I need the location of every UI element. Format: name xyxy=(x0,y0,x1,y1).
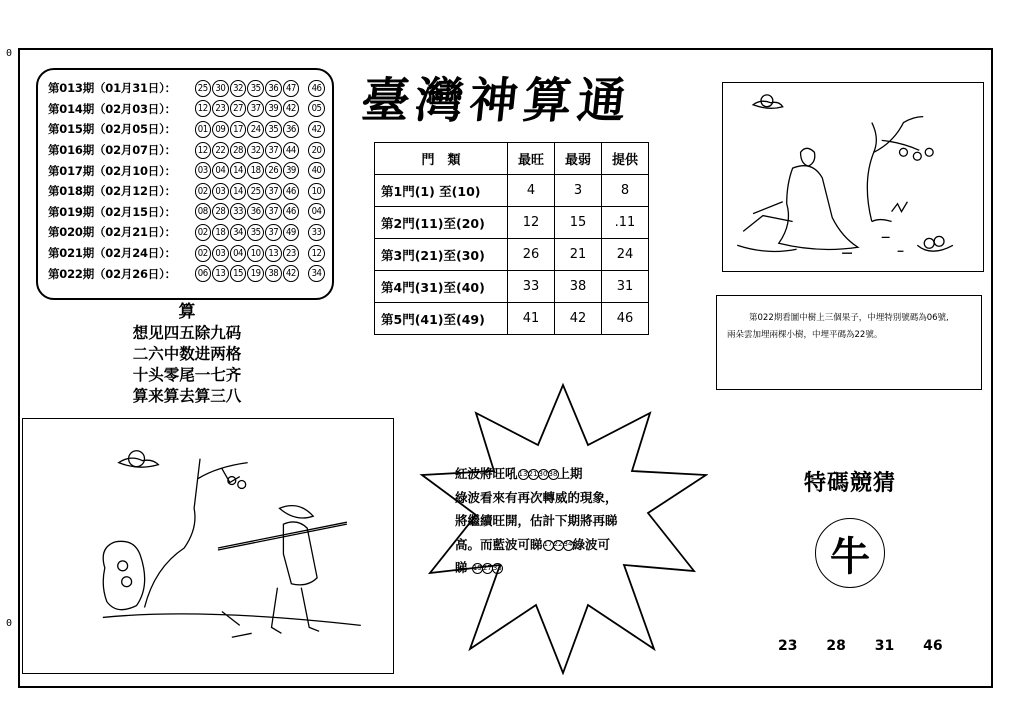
table-cell: 31 xyxy=(602,271,649,303)
final-numbers xyxy=(778,638,967,654)
number-ball: 10 xyxy=(247,245,263,262)
number-ball: 27 xyxy=(230,100,246,117)
table-cell: 21 xyxy=(555,239,602,271)
page-title: 臺灣神算通 xyxy=(358,73,635,129)
number-ball: 01 xyxy=(195,121,211,138)
col-header: 門 類 xyxy=(375,143,508,175)
mini-number-ball: 19 xyxy=(472,563,483,574)
draw-history-list xyxy=(36,68,334,300)
special-number-ball: 05 xyxy=(308,100,324,117)
draw-label: 第018期（02月12日）： xyxy=(48,184,176,199)
table-row xyxy=(375,207,649,239)
number-ball: 32 xyxy=(247,142,263,159)
number-ball: 18 xyxy=(212,224,228,241)
number-ball: 06 xyxy=(195,265,211,282)
number-ball: 09 xyxy=(212,121,228,138)
draw-label: 第020期（02月21日）： xyxy=(48,225,176,240)
table-cell: 46 xyxy=(602,303,649,335)
final-number: 31 xyxy=(874,638,895,654)
number-ball: 35 xyxy=(247,80,263,97)
draw-row xyxy=(48,263,326,284)
number-ball: 28 xyxy=(212,203,228,220)
number-ball: 02 xyxy=(195,245,211,262)
table-cell: 24 xyxy=(602,239,649,271)
number-ball: 19 xyxy=(247,265,263,282)
burst-line: 將繼續旺開，估計下期將再睇 xyxy=(455,513,618,528)
number-ball: 23 xyxy=(212,100,228,117)
number-ball: 49 xyxy=(283,224,299,241)
hint-note xyxy=(716,295,982,390)
table-cell: 41 xyxy=(508,303,555,335)
special-guess-title: 特碼競猜 xyxy=(804,470,897,496)
number-ball: 25 xyxy=(195,80,211,97)
scholar-under-tree-picture xyxy=(722,82,984,272)
burst-line xyxy=(455,556,665,580)
number-ball: 36 xyxy=(283,121,299,138)
number-ball: 02 xyxy=(195,224,211,241)
burst-text-part: 上期 xyxy=(557,466,583,481)
poem-line: 算来算去算三八 xyxy=(132,387,242,405)
farmer-with-pole-picture xyxy=(22,418,394,674)
draw-row xyxy=(48,181,326,202)
number-ball: 03 xyxy=(195,162,211,179)
number-ball: 13 xyxy=(212,265,228,282)
special-number-ball: 12 xyxy=(308,245,324,262)
draw-label: 第017期（02月10日）： xyxy=(48,163,176,178)
poem xyxy=(112,302,262,407)
mini-number-ball: 34 xyxy=(563,540,574,551)
special-number-ball: 10 xyxy=(308,183,324,200)
table-cell: 8 xyxy=(602,175,649,207)
poem-line: 十头零尾一七齐 xyxy=(132,366,242,384)
number-ball: 14 xyxy=(230,162,246,179)
draw-row xyxy=(48,222,326,243)
special-number-ball: 04 xyxy=(308,203,324,220)
mini-number-ball: 13 xyxy=(518,469,529,480)
table-cell: 第5門(41)至(49) xyxy=(375,303,508,335)
poem-line: 二六中数进两格 xyxy=(132,345,242,363)
col-header: 最弱 xyxy=(555,143,602,175)
number-ball: 42 xyxy=(283,265,299,282)
number-ball: 04 xyxy=(230,245,246,262)
poem-line: 想见四五除九码 xyxy=(132,324,242,342)
table-row xyxy=(375,175,649,207)
number-ball: 47 xyxy=(283,80,299,97)
final-number: 23 xyxy=(778,638,798,654)
draw-label: 第013期（01月31日）： xyxy=(48,81,176,96)
number-ball: 17 xyxy=(230,121,246,138)
number-ball: 39 xyxy=(283,162,299,179)
number-ball: 23 xyxy=(283,245,299,262)
number-ball: 38 xyxy=(265,265,281,282)
special-number-ball: 33 xyxy=(308,224,324,241)
number-ball: 37 xyxy=(265,224,281,241)
number-ball: 37 xyxy=(247,100,263,117)
number-ball: 35 xyxy=(247,224,263,241)
number-ball: 37 xyxy=(265,203,281,220)
number-ball: 04 xyxy=(212,162,228,179)
burst-text-part: 睇 xyxy=(455,560,468,575)
draw-label: 第016期（02月07日）： xyxy=(48,143,176,158)
burst-line xyxy=(455,533,665,557)
mini-number-ball: 30 xyxy=(538,469,549,480)
table-cell: 15 xyxy=(555,207,602,239)
number-ball: 02 xyxy=(195,183,211,200)
mini-number-ball: 33 xyxy=(492,563,503,574)
draw-label: 第015期（02月05日）： xyxy=(48,122,176,137)
table-cell: 第2門(11)至(20) xyxy=(375,207,508,239)
col-header: 最旺 xyxy=(508,143,555,175)
mini-number-ball: 17 xyxy=(543,540,554,551)
draw-label: 第022期（02月26日）： xyxy=(48,266,176,281)
col-header: 提供 xyxy=(602,143,649,175)
mini-number-ball: 22 xyxy=(553,540,564,551)
mini-number-ball: 21 xyxy=(528,469,539,480)
number-ball: 30 xyxy=(212,80,228,97)
number-ball: 32 xyxy=(230,80,246,97)
number-ball: 39 xyxy=(265,100,281,117)
number-ball: 35 xyxy=(265,121,281,138)
final-number: 28 xyxy=(826,638,846,654)
note-line: 兩朵雲加埋兩棵小樹，中埋平碼為22號。 xyxy=(727,330,883,340)
number-ball: 46 xyxy=(283,183,299,200)
margin-mark: 0 xyxy=(6,48,13,59)
special-number-ball: 40 xyxy=(308,162,324,179)
number-ball: 08 xyxy=(195,203,211,220)
draw-row xyxy=(48,99,326,120)
margin-mark: 0 xyxy=(6,618,13,629)
number-ball: 36 xyxy=(247,203,263,220)
table-cell: 第4門(31)至(40) xyxy=(375,271,508,303)
draw-row xyxy=(48,160,326,181)
table-cell: 26 xyxy=(508,239,555,271)
number-ball: 12 xyxy=(195,142,211,159)
table-cell: 第1門(1) 至(10) xyxy=(375,175,508,207)
burst-text-part: 高。而藍波可睇 xyxy=(455,536,543,552)
table-row xyxy=(375,303,649,335)
table-cell: .11 xyxy=(602,207,649,239)
number-ball: 44 xyxy=(283,142,299,159)
number-ball: 25 xyxy=(247,183,263,200)
number-ball: 24 xyxy=(247,121,263,138)
table-cell: 第3門(21)至(30) xyxy=(375,239,508,271)
burst-line xyxy=(455,462,665,486)
number-ball: 22 xyxy=(212,142,228,159)
number-ball: 33 xyxy=(230,203,246,220)
number-ball: 46 xyxy=(283,203,299,220)
burst-line: 綠波看來有再次轉威的現象， xyxy=(455,489,618,505)
number-ball: 26 xyxy=(265,162,281,179)
number-ball: 15 xyxy=(230,265,246,282)
table-cell: 3 xyxy=(555,175,602,207)
number-ball: 03 xyxy=(212,183,228,200)
note-line: 第022期看圖中樹上三個果子，中埋特別號碼為06號, xyxy=(749,313,949,323)
mini-number-ball: 27 xyxy=(482,563,493,574)
special-number-ball: 46 xyxy=(308,80,324,97)
number-ball: 28 xyxy=(230,142,246,159)
final-number: 46 xyxy=(923,638,943,654)
ball-group xyxy=(472,560,502,575)
special-number-ball: 20 xyxy=(308,142,324,159)
special-number-ball: 42 xyxy=(308,121,324,138)
number-ball: 34 xyxy=(230,224,246,241)
draw-row xyxy=(48,202,326,223)
table-cell: 4 xyxy=(508,175,555,207)
table-row xyxy=(375,271,649,303)
category-stats-table xyxy=(374,142,649,335)
number-ball: 18 xyxy=(247,162,263,179)
table-header-row xyxy=(375,143,649,175)
number-ball: 13 xyxy=(265,245,281,262)
table-cell: 42 xyxy=(555,303,602,335)
zodiac-circle: 牛 xyxy=(815,518,885,588)
ball-group xyxy=(543,537,573,552)
number-ball: 37 xyxy=(265,142,281,159)
number-ball: 36 xyxy=(265,80,281,97)
mini-number-ball: 38 xyxy=(548,469,559,480)
number-ball: 14 xyxy=(230,183,246,200)
table-body xyxy=(375,175,649,335)
table-cell: 38 xyxy=(555,271,602,303)
draw-row xyxy=(48,78,326,99)
special-number-ball: 34 xyxy=(308,265,324,282)
poem-title: 算 xyxy=(178,302,196,322)
draw-row xyxy=(48,140,326,161)
number-ball: 03 xyxy=(212,245,228,262)
draw-row xyxy=(48,119,326,140)
number-ball: 42 xyxy=(283,100,299,117)
table-cell: 12 xyxy=(508,207,555,239)
number-ball: 12 xyxy=(195,100,211,117)
draw-label: 第021期（02月24日）： xyxy=(48,246,176,261)
burst-text-part: 紅波將旺吼 xyxy=(455,466,518,481)
starburst-text xyxy=(455,462,665,580)
table-row xyxy=(375,239,649,271)
draw-row xyxy=(48,243,326,264)
ball-group xyxy=(518,466,558,481)
number-ball: 37 xyxy=(265,183,281,200)
burst-text-part: 綠波可 xyxy=(572,536,611,552)
draw-label: 第019期（02月15日）： xyxy=(48,204,176,219)
table-cell: 33 xyxy=(508,271,555,303)
draw-label: 第014期（02月03日）： xyxy=(48,101,176,116)
